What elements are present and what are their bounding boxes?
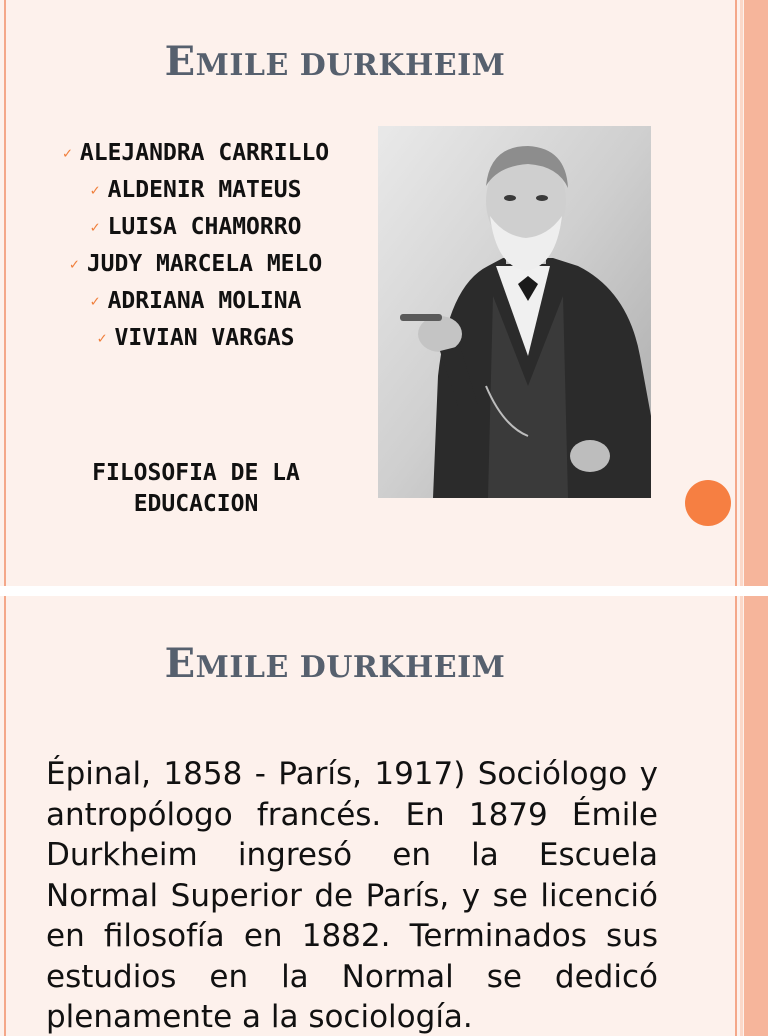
list-item (46, 249, 346, 279)
member-name: JUDY MARCELA MELO (86, 251, 323, 277)
member-name: ALDENIR MATEUS (107, 177, 302, 203)
slide-biography (0, 596, 768, 1036)
portrait-photo (378, 126, 651, 498)
slide-border-right-line (740, 0, 743, 586)
checkmark-icon: ✓ (90, 292, 100, 310)
slide-border-right (744, 0, 768, 586)
slide-title-heading (0, 38, 670, 85)
title-initial: E (164, 640, 196, 687)
course-subject: FILOSOFIA DE LA EDUCACION (92, 460, 300, 517)
slide-biography-heading (0, 640, 670, 687)
member-list (46, 138, 346, 360)
title-rest: MILE DURKHEIM (195, 650, 506, 685)
title-rest: MILE DURKHEIM (195, 48, 506, 83)
list-item (46, 286, 346, 316)
slide-border-right-line (735, 596, 737, 1036)
list-item (46, 323, 346, 353)
checkmark-icon: ✓ (62, 144, 72, 162)
slide-separator (0, 586, 768, 596)
slide-border-right-line (735, 0, 737, 586)
list-item (46, 175, 346, 205)
checkmark-icon: ✓ (69, 255, 79, 273)
slide-border-left (4, 0, 6, 586)
member-name: VIVIAN VARGAS (114, 325, 295, 351)
list-item (46, 212, 346, 242)
slide-border-right (744, 596, 768, 1036)
member-name: ALEJANDRA CARRILLO (79, 140, 330, 166)
slide-border-right-line (740, 596, 743, 1036)
member-name: ADRIANA MOLINA (107, 288, 302, 314)
list-item (46, 138, 346, 168)
biography-text: Épinal, 1858 - París, 1917) Sociólogo y antropólogo francés. En 1879 Émile Durkheim ingresó en la Escuela Normal Superior de París, y se licenció en filosofía en 1882. Terminados sus estudios en la Normal se dedicó plenamente a la sociología. (46, 756, 658, 1035)
checkmark-icon: ✓ (97, 329, 107, 347)
title-initial: E (164, 38, 196, 85)
member-name: LUISA CHAMORRO (107, 214, 302, 240)
checkmark-icon: ✓ (90, 218, 100, 236)
checkmark-icon: ✓ (90, 181, 100, 199)
accent-dot (685, 480, 731, 526)
